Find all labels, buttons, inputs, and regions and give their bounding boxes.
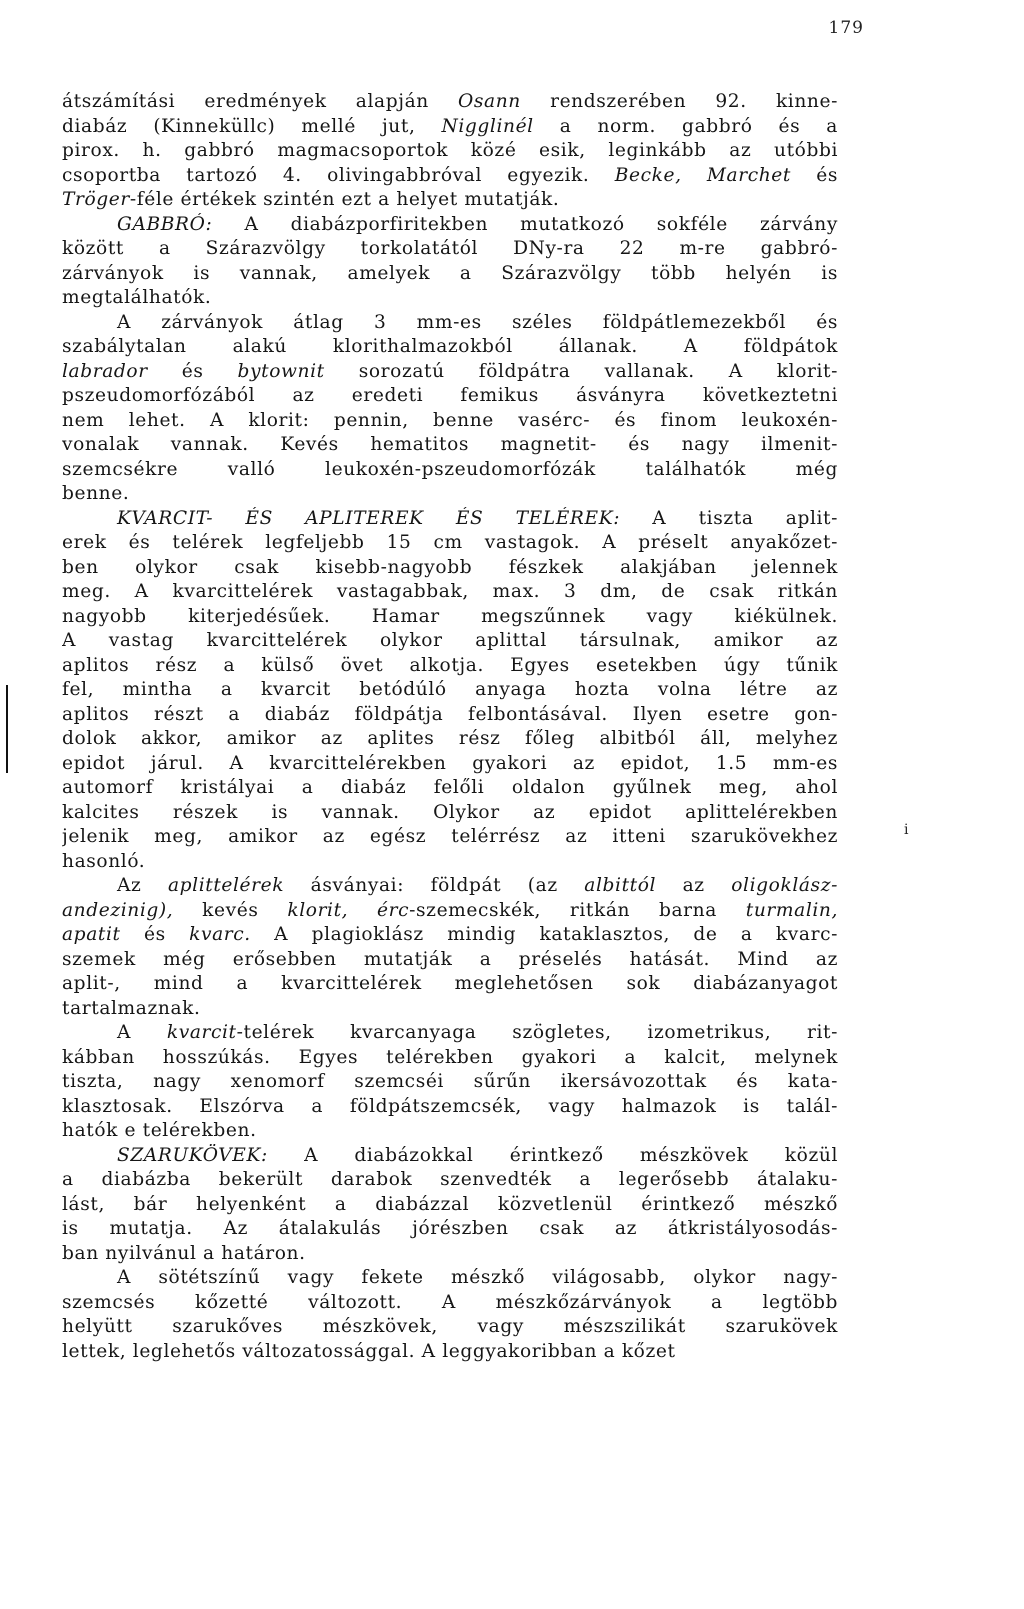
text-line — [62, 948, 838, 973]
text-line — [62, 580, 838, 605]
text-run: hasonló. — [62, 850, 146, 872]
text-run: A — [117, 1022, 167, 1043]
text-run: kalcites részek is vannak. Olykor az epidot aplittelérekben — [62, 801, 838, 823]
text-run: vonalak vannak. Kevés hematitos magnetit- és nagy ilmenit- — [62, 434, 838, 455]
text-line — [62, 825, 838, 850]
text-line — [62, 115, 838, 140]
text-line — [62, 801, 838, 826]
text-run: helyütt szarukőves mészkövek, vagy mészszilikát szarukövek — [62, 1316, 838, 1337]
italic-term: érc — [377, 899, 410, 921]
text-line — [62, 262, 838, 287]
text-run: lást, bár helyenként a diabázzal közvetlenül érintkező mészkő — [62, 1193, 838, 1215]
text-run: A plagioklász mindig kataklasztos, de a kvarc- — [250, 924, 838, 945]
page-number: 179 — [828, 18, 864, 38]
text-line — [62, 433, 838, 458]
italic-term: labrador — [62, 360, 148, 382]
italic-term: kvarcit — [166, 1022, 237, 1043]
italic-term: KVARCIT- ÉS APLITEREK ÉS TELÉREK: — [117, 507, 621, 529]
text-run: csoportba tartozó 4. olivingabbróval egyezik. — [62, 164, 615, 186]
text-run: megtalálhatók. — [62, 287, 212, 308]
text-run: pirox. h. gabbró magmacsoportok közé esik, leginkább az utóbbi — [62, 140, 838, 161]
italic-term: Tröger — [62, 189, 130, 210]
text-line — [62, 531, 838, 556]
text-run: aplitos részt a diabáz földpátja felbontásával. Ilyen esetre gon- — [62, 703, 838, 725]
text-run: és — [790, 164, 838, 186]
text-run: tartalmaznak. — [62, 997, 201, 1019]
text-run: szemcsés kőzetté változott. A mészkőzárványok a legtöbb — [62, 1291, 838, 1313]
text-run: is mutatja. Az átalakulás jórészben csak az átkristályosodás- — [62, 1218, 838, 1239]
text-line — [62, 752, 838, 777]
text-run: és — [147, 360, 238, 382]
paragraph — [62, 90, 838, 213]
text-run: automorf kristályai a diabáz felőli oldalon gyűlnek meg, ahol — [62, 777, 838, 798]
text-line — [62, 213, 838, 238]
text-line — [62, 507, 838, 532]
text-line — [62, 1168, 838, 1193]
margin-note: i — [904, 822, 909, 838]
text-line — [62, 458, 838, 483]
text-line — [62, 286, 838, 311]
paragraph — [62, 1021, 838, 1144]
text-run: A diabázokkal érintkező mészkövek közül — [267, 1144, 838, 1166]
text-run: pszeudomorfózából az eredeti femikus ásványra következtetni — [62, 385, 838, 406]
text-line — [62, 360, 838, 385]
italic-term: GABBRÓ: — [117, 213, 213, 235]
text-run: zárványok is vannak, amelyek a Szárazvölgy több helyén is — [62, 262, 838, 284]
text-run: A tiszta aplit- — [620, 507, 838, 529]
text-run: erek és telérek legfeljebb 15 cm vastagok. A préselt anyakőzet- — [62, 532, 838, 553]
italic-term: bytownit — [237, 360, 325, 382]
text-run: benne. — [62, 483, 130, 504]
text-run: epidot járul. A kvarcittelérekben gyakori az epidot, 1.5 mm-es — [62, 752, 838, 774]
text-run: ásványai: földpát (az — [284, 875, 585, 896]
text-run: kábban hosszúkás. Egyes telérekben gyakori a kalcit, melynek — [62, 1046, 838, 1068]
text-run: aplit-, mind a kvarcittelérek meglehetősen sok diabázanyagot — [62, 973, 838, 994]
text-line — [62, 850, 838, 875]
text-run: klasztosak. Elszórva a földpátszemcsék, vagy halmazok is talál- — [62, 1095, 838, 1117]
text-run: -szemecskék, ritkán barna — [409, 899, 746, 921]
text-run: ban nyilvánul a határon. — [62, 1242, 306, 1264]
text-line — [62, 311, 838, 336]
text-line — [62, 1144, 838, 1169]
text-line — [62, 727, 838, 752]
text-run: hatók e telérekben. — [62, 1120, 257, 1141]
text-line — [62, 776, 838, 801]
text-line — [62, 654, 838, 679]
text-line — [62, 1095, 838, 1120]
text-line — [62, 1266, 838, 1291]
text-line — [62, 703, 838, 728]
text-run: szabálytalan alakú klorithalmazokból állanak. A földpátok — [62, 336, 838, 357]
text-line — [62, 335, 838, 360]
italic-term: aplittelérek — [167, 875, 285, 896]
text-line — [62, 1119, 838, 1144]
text-run — [348, 900, 377, 921]
text-run: és — [120, 924, 190, 945]
text-line — [62, 1021, 838, 1046]
text-run: fel, mintha a kvarcit betódúló anyaga hozta volna létre az — [62, 679, 838, 700]
italic-term: apatit — [62, 924, 121, 945]
text-run: rendszerében 92. kinne- — [520, 91, 838, 112]
text-run: tiszta, nagy xenomorf szemcséi sűrűn ikersávozottak és kata- — [62, 1071, 838, 1092]
text-run: meg. A kvarcittelérek vastagabbak, max. 3 dm, de csak ritkán — [62, 581, 838, 602]
text-line — [62, 972, 838, 997]
italic-term: andezinig), — [62, 899, 174, 921]
text-run: sorozatú földpátra vallanak. A klorit- — [324, 360, 838, 382]
paragraph — [62, 311, 838, 507]
paragraph — [62, 1144, 838, 1267]
text-run: diabáz (Kinneküllc) mellé jut, — [62, 115, 442, 137]
text-line — [62, 409, 838, 434]
body-text — [62, 90, 838, 1364]
text-run: szemek még erősebben mutatják a préselés hatását. Mind az — [62, 948, 838, 970]
text-line — [62, 237, 838, 262]
text-line — [62, 188, 838, 213]
text-line — [62, 629, 838, 654]
text-run: A zárványok átlag 3 mm-es széles földpátlemezekből és — [117, 311, 838, 333]
text-run: lettek, leglehetős változatossággal. A leggyakoribban a kőzet — [62, 1340, 676, 1362]
text-line — [62, 997, 838, 1022]
text-run: szemcsékre valló leukoxén-pszeudomorfózák találhatók még — [62, 458, 838, 480]
text-line — [62, 678, 838, 703]
italic-term: klorit, — [287, 899, 349, 921]
text-line — [62, 1070, 838, 1095]
paragraph — [62, 213, 838, 311]
italic-term: turmalin, — [745, 899, 838, 921]
margin-mark — [6, 685, 8, 773]
italic-term: kvarc. — [189, 924, 251, 945]
italic-term: SZARUKÖVEK: — [117, 1144, 268, 1166]
text-line — [62, 1217, 838, 1242]
text-line — [62, 923, 838, 948]
text-line — [62, 605, 838, 630]
italic-term: Becke, Marchet — [614, 164, 791, 186]
text-run: között a Szárazvölgy torkolatától DNy-ra 22 m-re gabbró- — [62, 238, 838, 259]
text-run: Az — [117, 875, 168, 896]
text-line — [62, 139, 838, 164]
text-line — [62, 1340, 838, 1365]
text-line — [62, 384, 838, 409]
text-line — [62, 1291, 838, 1316]
text-line — [62, 164, 838, 189]
italic-term: Osann — [458, 91, 521, 112]
text-run: nem lehet. A klorit: pennin, benne vasérc- és finom leukoxén- — [62, 409, 838, 431]
text-run: a norm. gabbró és a — [533, 115, 838, 137]
text-run: a diabázba bekerült darabok szenvedték a legerősebb átalaku- — [62, 1169, 838, 1190]
text-run: az — [656, 875, 732, 896]
text-line — [62, 1315, 838, 1340]
text-line — [62, 482, 838, 507]
italic-term: albittól — [584, 875, 657, 896]
paragraph — [62, 874, 838, 1021]
text-line — [62, 556, 838, 581]
text-line — [62, 874, 838, 899]
text-run: A vastag kvarcittelérek olykor aplittal társulnak, amikor az — [62, 630, 838, 651]
text-run: A diabázporfiritekben mutatkozó sokféle zárvány — [212, 213, 838, 235]
text-line — [62, 1242, 838, 1267]
text-line — [62, 90, 838, 115]
text-run: nagyobb kiterjedésűek. Hamar megszűnnek vagy kiékülnek. — [62, 605, 838, 627]
text-run: kevés — [173, 899, 288, 921]
italic-term: Nigglinél — [441, 115, 534, 137]
text-line — [62, 1193, 838, 1218]
italic-term: oligoklász- — [731, 875, 838, 896]
text-line — [62, 1046, 838, 1071]
text-run: jelenik meg, amikor az egész telérrész az itteni szarukövekhez — [62, 826, 838, 847]
paragraph — [62, 1266, 838, 1364]
text-run: ben olykor csak kisebb-nagyobb fészkek alakjában jelennek — [62, 556, 838, 578]
text-run: átszámítási eredmények alapján — [62, 91, 459, 112]
text-run: dolok akkor, amikor az aplites rész főleg albitból áll, melyhez — [62, 728, 838, 749]
paragraph — [62, 507, 838, 875]
text-run: -féle értékek szintén ezt a helyet mutatják. — [129, 189, 560, 210]
text-line — [62, 899, 838, 924]
text-run: -telérek kvarcanyaga szögletes, izometrikus, rit- — [236, 1022, 838, 1043]
text-run: aplitos rész a külső övet alkotja. Egyes esetekben úgy tűnik — [62, 654, 838, 676]
text-run: A sötétszínű vagy fekete mészkő világosabb, olykor nagy- — [117, 1267, 838, 1288]
